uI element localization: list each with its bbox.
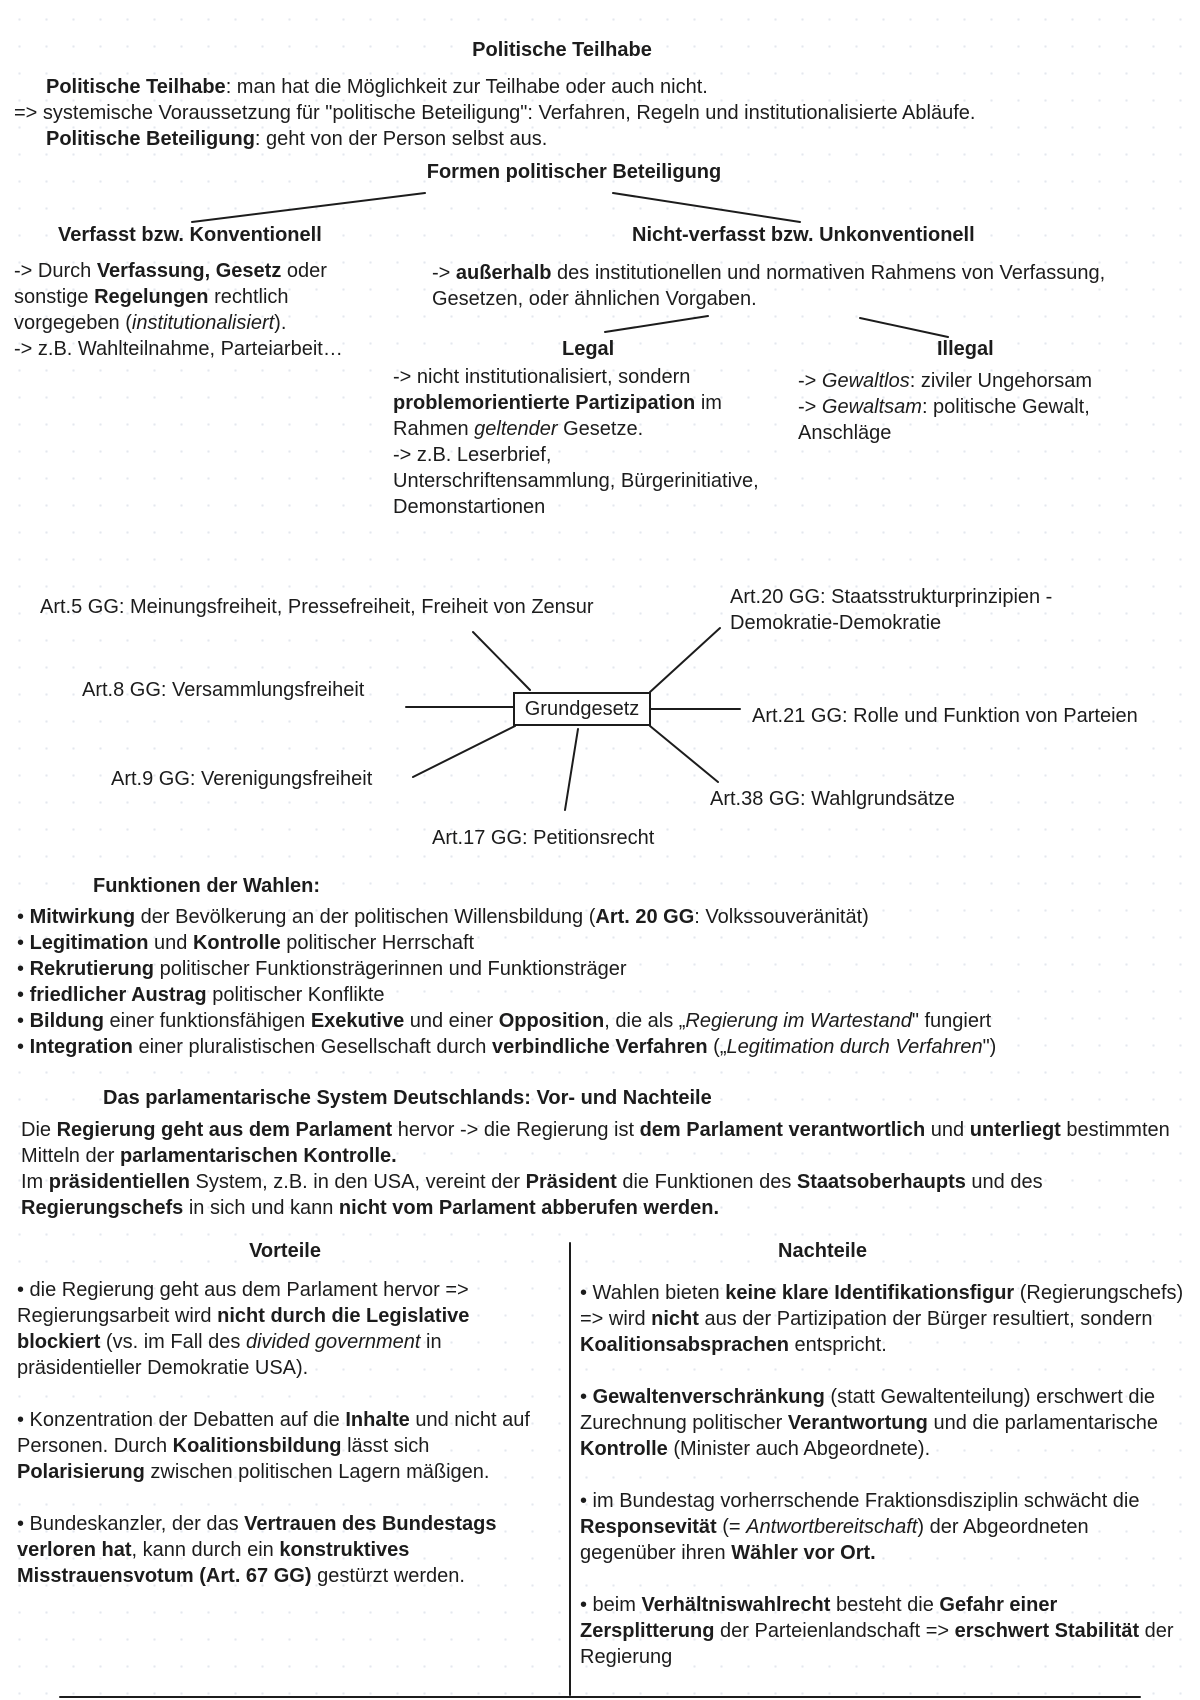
text-bold: Mitwirkung [29,906,136,928]
text-bold: Regierung geht aus dem Parlament [56,1119,393,1141]
nachteile-list [580,1280,1185,1670]
text: und nicht auf Personen. Durch [17,1409,530,1457]
text: hervor -> die Regierung ist [392,1119,640,1141]
text: System, z.B. in den USA, vereint der [189,1171,526,1193]
text-bold: Regierungschefs [21,1197,184,1219]
bullet: • [17,958,30,980]
text-bold: keine klare Identifikationsfigur [725,1282,1015,1304]
unconv-illegal-branch [860,318,948,337]
text-bold: dem Parlament verantwortlich [639,1119,926,1141]
conventional-example: -> z.B. Wahlteilnahme, Parteiarbeit… [14,338,343,360]
text-italic: Gewaltsam [821,396,922,418]
text: und die parlamentarische [927,1412,1159,1434]
text-bold: problemorientierte Partizipation [393,392,696,414]
vorteil-item [17,1407,557,1485]
text-bold: Kontrolle [192,932,281,954]
unconv-legal-branch [605,316,708,332]
text: , die als „ [604,1010,686,1032]
legal-description [393,364,763,520]
nachteil-item [580,1592,1185,1670]
text: der Bevölkerung an der politischen Willensbildung ( [135,906,596,928]
term-politische-teilhabe: Politische Teilhabe [46,76,226,98]
text-italic: divided government [245,1331,421,1353]
text: Im [21,1171,49,1193]
text-bold: Vertrauen des Bundestags verloren hat [17,1513,497,1561]
bullet: • [17,906,30,928]
text: und [925,1119,970,1141]
text-italic: Regierung im Wartestand [685,1010,912,1032]
text-bold: Regelungen [94,286,209,308]
text-bold: Verantwortung [787,1412,928,1434]
text-bold: außerhalb [455,262,552,284]
text-bold: Koalitionsabsprachen [580,1334,789,1356]
text-bold: Präsident [525,1171,617,1193]
text: Die [21,1119,57,1141]
text: in präsidentieller Demokratie USA). [17,1331,442,1379]
text-bold: Wähler vor Ort. [731,1542,876,1564]
system-text [21,1117,1186,1221]
wahlen-list [17,904,1187,1060]
text-bold: nicht durch die Legislative blockiert [17,1305,470,1353]
text: , kann durch ein [131,1539,280,1561]
text: (Minister auch Abgeordnete). [667,1438,931,1460]
text-bold: Verfassung, Gesetz [96,260,282,282]
text: ") [982,1036,997,1058]
bullet: • [17,932,30,954]
forms-left-branch [192,193,425,222]
text: -> [432,262,456,284]
mindmap-art17: Art.17 GG: Petitionsrecht [432,827,655,849]
text-bold: Legitimation [29,932,149,954]
bullet: • [17,984,30,1006]
text: zwischen politischen Lagern mäßigen. [144,1461,490,1483]
mindmap-art8: Art.8 GG: Versammlungsfreiheit [82,679,365,701]
forms-heading: Formen politischer Beteiligung [426,161,722,183]
text: ) der Abgeordneten gegenüber ihren [580,1516,1089,1564]
text-bold: konstruktives Misstrauensvotum (Art. 67 GG) [17,1539,410,1587]
text: Gesetze. [557,418,644,440]
text: -> [798,370,822,392]
text: (statt Gewaltenteilung) erschwert die Zurechnung politischer [580,1386,1156,1434]
text: • Konzentration der Debatten auf die [17,1409,346,1431]
conventional-description [14,258,386,362]
list-item [17,1008,1187,1034]
legal-example: -> z.B. Leserbrief, Unterschriftensammlung, Bürgerinitiative, Demonstartionen [393,444,759,518]
text-bold: Responsevität [580,1516,717,1538]
text: („ [707,1036,727,1058]
intro-line-3 [14,126,1184,152]
text: : politische Gewalt, Anschläge [798,396,1090,444]
text-bold: Verhältniswahlrecht [641,1594,831,1616]
list-item [17,1034,1187,1060]
text-bold: Integration [29,1036,133,1058]
nachteil-item [580,1384,1185,1462]
text: : ziviler Ungehorsam [909,370,1093,392]
text-bold: Inhalte [345,1409,410,1431]
mindmap-line-art20 [650,628,720,692]
text: aus der Partizipation der Bürger resultiert, sondern [698,1308,1153,1330]
text-bold: parlamentarischen Kontrolle. [119,1145,397,1167]
text: und [148,932,193,954]
list-item [17,930,1187,956]
text: • die Regierung geht aus dem Parlament hervor => Regierungsarbeit wird [17,1279,469,1327]
text: in sich und kann [183,1197,339,1219]
mindmap-art38: Art.38 GG: Wahlgrundsätze [710,788,955,810]
mindmap-art9: Art.9 GG: Verenigungsfreiheit [111,768,373,790]
text-bold: Kontrolle [580,1438,668,1460]
text-bold: verbindliche Verfahren [491,1036,708,1058]
text: bestimmten Mitteln der [21,1119,1170,1167]
term-politische-beteiligung: Politische Beteiligung [46,128,255,150]
text: (Regierungschefs) => wird [580,1282,1184,1330]
list-item [17,982,1187,1008]
text-bold: friedlicher Austrag [29,984,207,1006]
text: ). [274,312,287,334]
text-bold: Exekutive [310,1010,405,1032]
list-item [17,904,1187,930]
unconventional-heading: Nicht-verfasst bzw. Unkonventionell [632,224,975,246]
system-paragraph-2 [21,1169,1186,1221]
text-italic: geltender [474,418,558,440]
intro-text: : man hat die Möglichkeit zur Teilhabe oder auch nicht. [225,76,708,98]
text: oder sonstige [14,260,327,308]
text-bold: Gefahr einer Zersplitterung [580,1594,1058,1642]
forms-right-branch [613,193,800,222]
text-bold: unterliegt [969,1119,1061,1141]
text: und des [965,1171,1043,1193]
intro-line-2: => systemische Voraussetzung für "politische Beteiligung": Verfahren, Regeln und institutionalisierte Abläufe. [14,102,976,124]
text-bold: Staatsoberhaupts [796,1171,966,1193]
text: • beim [580,1594,642,1616]
wahlen-heading: Funktionen der Wahlen: [93,875,321,897]
text: des institutionellen und normativen Rahmens von Verfassung, Gesetzen, oder ähnlichen Vorgaben. [432,262,1106,310]
text: • Wahlen bieten [580,1282,726,1304]
vorteil-item [17,1511,557,1589]
text-bold: Bildung [29,1010,104,1032]
grundgesetz-node: Grundgesetz [513,692,651,726]
text: (vs. im Fall des [100,1331,246,1353]
text-bold: Art. 20 GG [595,906,695,928]
illegal-heading: Illegal [937,338,994,360]
text: politischer Herrschaft [280,932,475,954]
text: einer pluralistischen Gesellschaft durch [132,1036,492,1058]
text-bold: präsidentiellen [48,1171,190,1193]
text-italic: Antwortbereitschaft [746,1516,918,1538]
text-bold: Koalitionsbildung [172,1435,342,1457]
text: • im Bundestag vorherrschende Fraktionsdisziplin schwächt die [580,1490,1140,1512]
text: rechtlich vorgegeben ( [14,286,289,334]
nachteil-item [580,1280,1185,1358]
nachteile-heading: Nachteile [778,1240,867,1262]
text: politischer Funktionsträgerinnen und Funktionsträger [154,958,627,980]
mindmap-art20: Art.20 GG: Staatsstrukturprinzipien - Demokratie-Demokratie [730,586,1053,634]
text: gestürzt werden. [311,1565,465,1587]
mindmap-line-art17 [565,729,578,810]
text-bold: erschwert Stabilität [954,1620,1140,1642]
unconventional-description [432,260,1192,312]
text: und einer [404,1010,499,1032]
text: lässt sich [341,1435,430,1457]
illegal-description [798,368,1138,446]
page-title: Politische Teilhabe [472,39,652,61]
intro-text: : geht von der Person selbst aus. [254,128,548,150]
text: die Funktionen des [616,1171,797,1193]
text: -> [798,396,822,418]
intro-line-1 [14,74,1184,100]
system-paragraph-1 [21,1117,1186,1169]
text: • [580,1386,593,1408]
bullet: • [17,1036,30,1058]
text: besteht die [830,1594,940,1616]
text-italic: Legitimation durch Verfahren [726,1036,983,1058]
mindmap-line-art38 [650,726,718,782]
mindmap-art5: Art.5 GG: Meinungsfreiheit, Pressefreiheit, Freiheit von Zensur [40,596,594,618]
conventional-heading: Verfasst bzw. Konventionell [58,224,322,246]
vorteile-list [17,1277,557,1589]
text-bold: Polarisierung [17,1461,145,1483]
intro [14,74,1184,152]
text-bold: Gewaltenverschränkung [592,1386,825,1408]
text-italic: Gewaltlos [821,370,910,392]
system-heading: Das parlamentarische System Deutschlands: Vor- und Nachteile [103,1087,712,1109]
text-bold: nicht [651,1308,699,1330]
text: entspricht. [788,1334,887,1356]
bullet: • [17,1010,30,1032]
text: : Volkssouveränität) [694,906,869,928]
mindmap-art21: Art.21 GG: Rolle und Funktion von Parteien [752,705,1138,727]
mindmap-line-art5 [473,632,530,690]
list-item [17,956,1187,982]
text-bold: nicht vom Parlament abberufen werden. [338,1197,720,1219]
text-bold: Rekrutierung [29,958,155,980]
text: einer funktionsfähigen [104,1010,311,1032]
text: -> Durch [14,260,97,282]
text: • Bundeskanzler, der das [17,1513,245,1535]
legal-heading: Legal [562,338,615,360]
nachteil-item [580,1488,1185,1566]
text-bold: Opposition [498,1010,605,1032]
illegal-nonviolent [798,368,1138,394]
vorteile-heading: Vorteile [249,1240,321,1262]
text: im Rahmen [393,392,722,440]
text: (= [716,1516,747,1538]
text: politischer Konflikte [206,984,385,1006]
text-italic: institutionalisiert [131,312,275,334]
text: der Parteienlandschaft => [714,1620,955,1642]
mindmap-line-art9 [413,726,515,777]
vorteil-item [17,1277,557,1381]
text: " fungiert [911,1010,992,1032]
text: der Regierung [580,1620,1174,1668]
illegal-violent [798,394,1138,446]
text: -> nicht institutionalisiert, sondern [393,366,691,388]
